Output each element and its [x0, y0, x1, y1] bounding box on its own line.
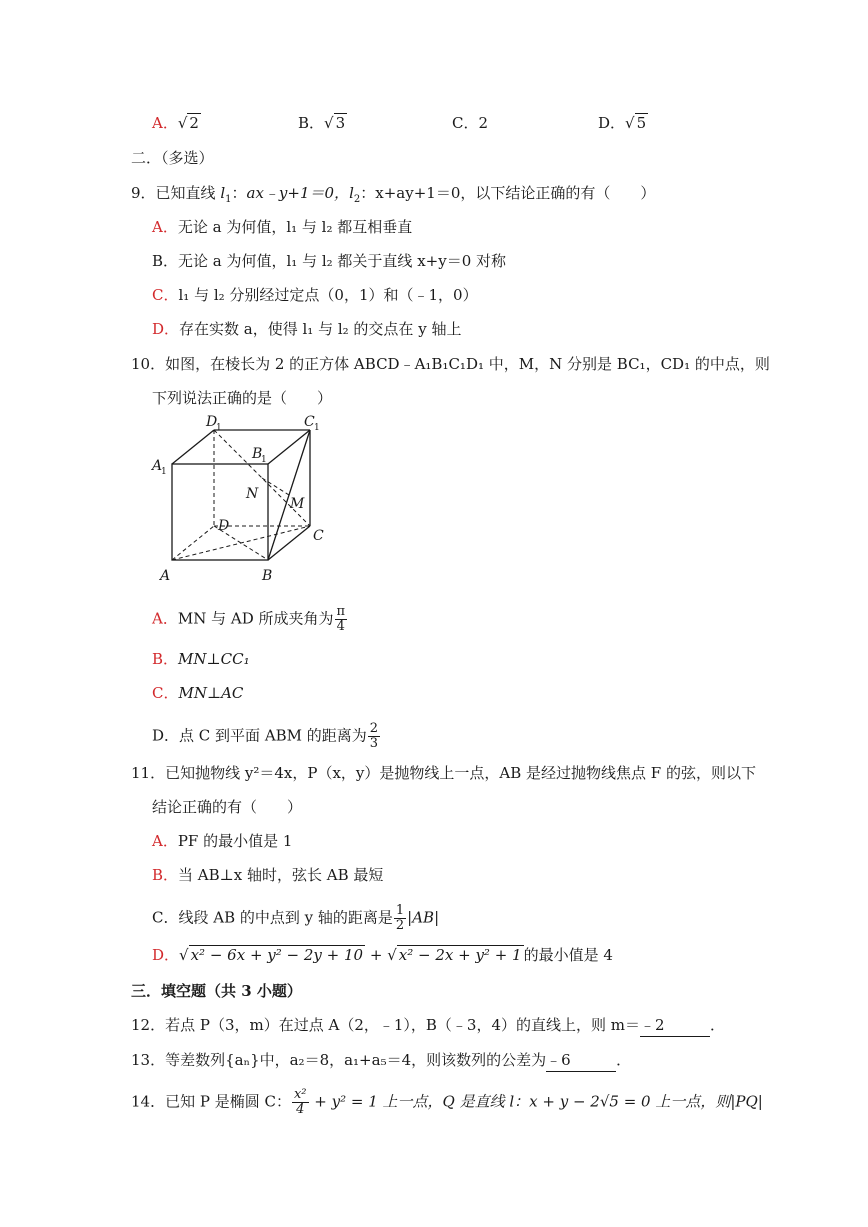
q10-stem-line2: 下列说法正确的是（ ） [152, 389, 333, 407]
q9-option-d: D．存在实数 a，使得 l₁ 与 l₂ 的交点在 y 轴上 [152, 320, 462, 338]
label-a1: A [152, 458, 163, 474]
svg-text:1: 1 [161, 467, 167, 477]
q9-option-c: C．l₁ 与 l₂ 分别经过定点（0，1）和（﹣1，0） [152, 286, 478, 304]
svg-text:1: 1 [314, 423, 320, 433]
q13: 13．等差数列{aₙ}中，a₂＝8，a₁+a₅＝4，则该数列的公差为﹣6 ． [131, 1049, 631, 1072]
q11-stem-line2: 结论正确的有（ ） [152, 798, 303, 816]
q12-answer-blank[interactable]: ﹣2 [640, 1014, 710, 1037]
q11-option-a: A．PF 的最小值是 1 [152, 832, 293, 850]
q9-option-b: B．无论 a 为何值，l₁ 与 l₂ 都关于直线 x+y＝0 对称 [152, 252, 507, 270]
q11-stem-line1: 11．已知抛物线 y²＝4x，P（x，y）是抛物线上一点，AB 是经过抛物线焦点 F 的弦，则以下 [131, 764, 756, 782]
q13-answer-blank[interactable]: ﹣6 [546, 1049, 616, 1072]
q9-option-a: A．无论 a 为何值，l₁ 与 l₂ 都互相垂直 [152, 218, 413, 236]
q8-option-b: B．√ 3 [298, 114, 346, 132]
section-multi-choice-heading: 二．（多选） [131, 149, 214, 167]
cube-figure [150, 412, 340, 592]
q10-option-d: D．点 C 到平面 ABM 的距离为 $\frac{2}{3}$ [152, 721, 379, 751]
q10-option-b: B．MN⊥CC₁ [152, 650, 250, 668]
label-c: C [313, 528, 324, 544]
q8-option-c: C．2 [452, 114, 489, 132]
q11-option-c: C．线段 AB 的中点到 y 轴的距离是 $\frac{1}{2}$ |AB| [152, 903, 440, 933]
label-d: D [218, 518, 230, 534]
q8-option-a: A．√ 2 [152, 114, 199, 132]
q14: 14．已知 P 是椭圆 C： $\frac{\text{x²}}{4}$ + y² = 1 上一点，Q 是直线 l：x + y − 2√5 = 0 上一点，则|PQ| [131, 1087, 763, 1117]
label-m: M [290, 496, 305, 512]
q11-option-d: D．√ x² − 6x + y² − 2y + 10 + √ x² − 2x + y² + 1 的最小值是 4 [152, 946, 613, 964]
q11-option-b: B．当 AB⊥x 轴时，弦长 AB 最短 [152, 866, 384, 884]
q10-option-c: C．MN⊥AC [152, 684, 244, 702]
q12: 12．若点 P（3，m）在过点 A（2，﹣1），B（﹣3，4）的直线上，则 m＝﹣2 ． [131, 1014, 725, 1037]
q10-stem-line1: 10．如图，在棱长为 2 的正方体 ABCD﹣A₁B₁C₁D₁ 中，M，N 分别是 BC₁，CD₁ 的中点，则 [131, 355, 770, 373]
svg-text:1: 1 [216, 423, 222, 433]
label-d1: D [206, 414, 218, 430]
label-c1: C [304, 414, 315, 430]
label-b: B [262, 568, 273, 584]
section-fill-blank-heading: 三．填空题（共 3 小题） [131, 982, 302, 1000]
label-a: A [160, 568, 171, 584]
label-n: N [246, 486, 259, 502]
label-b1: B [252, 446, 263, 462]
q9-stem: 9．已知直线 $l_1$：ax﹣y+1＝0，$l_2$：x+ay+1＝0，以下结论正确的有（ ） [131, 184, 656, 205]
q10-option-a: A．MN 与 AD 所成夹角为 $\frac{\pi}{4}$ [152, 604, 346, 634]
svg-text:1: 1 [261, 455, 267, 465]
q8-option-d: D．√ 5 [598, 114, 647, 132]
